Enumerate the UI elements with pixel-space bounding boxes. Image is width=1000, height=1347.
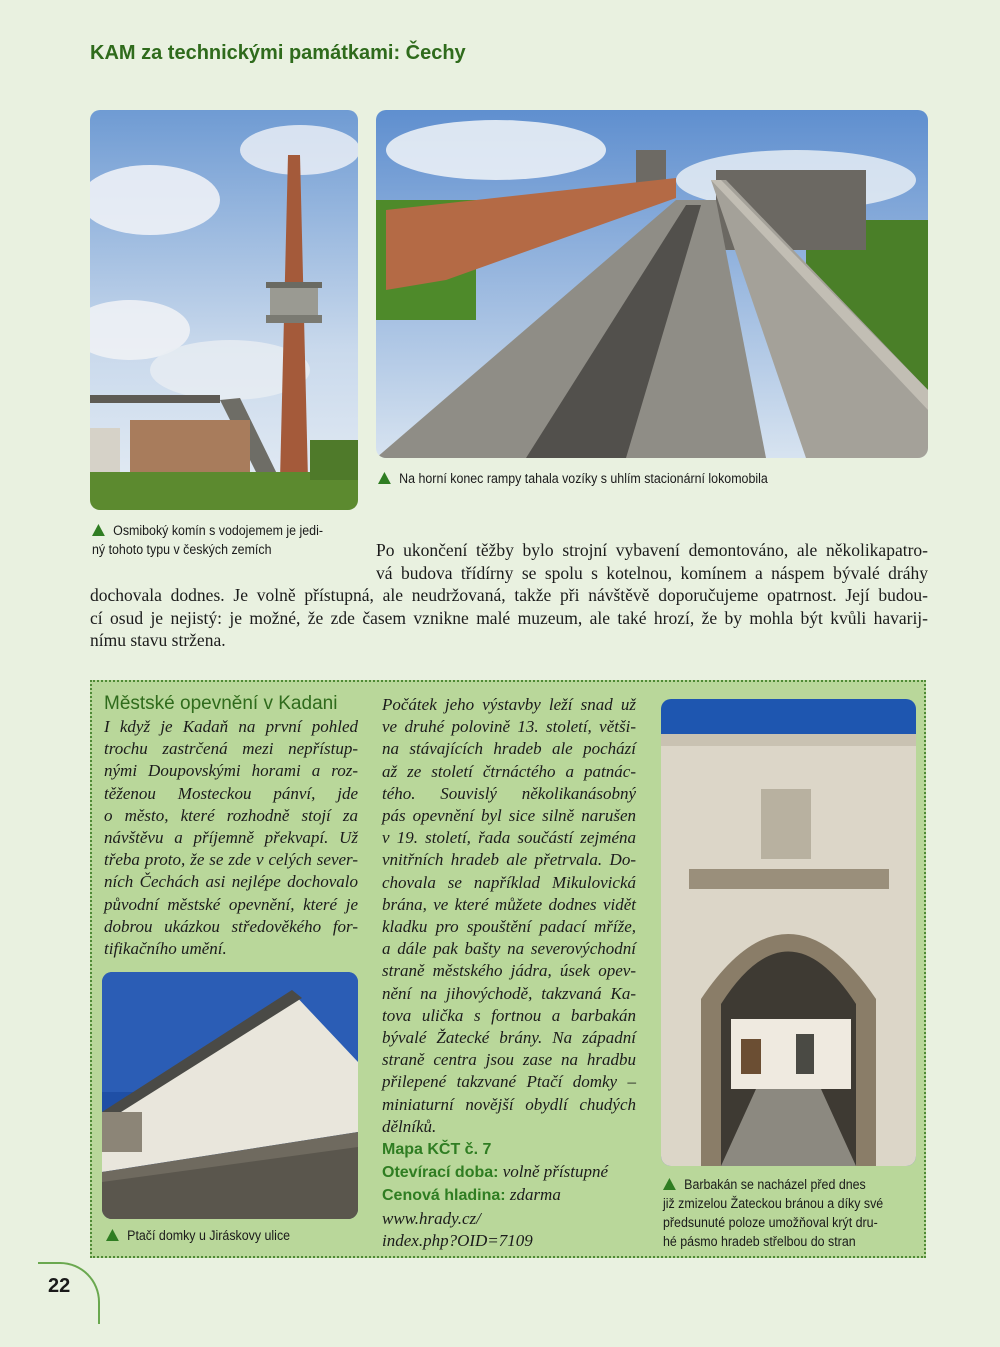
triangle-bullet-icon xyxy=(92,524,105,536)
map-line: Mapa KČT č. 7 xyxy=(382,1141,492,1159)
intro-paragraph-cont: dochovala dodnes. Je volně přístupná, ale neudržovaná, takže při návštěvě doporučujeme opatrnost. Její budou- cí osud je nejistý: je možné, že zde časem vznikne malé muzeum, ale také hrozí, že by mohla být kvůli havarij- nímu stavu stržena. xyxy=(90,585,928,650)
ramp-caption: Na horní konec rampy tahala vozíky s uhlím stacionární lokomobila xyxy=(378,469,930,488)
price-line: Cenová hladina: zdarma xyxy=(382,1185,561,1205)
triangle-bullet-icon xyxy=(378,472,391,484)
chimney-caption: Osmiboký komín s vodojemem je jedi- ný tohoto typu v českých zemích xyxy=(92,523,323,557)
bird-houses-caption: Ptačí domky u Jiráskovy ulice xyxy=(106,1226,364,1245)
barbican-photo xyxy=(661,699,916,1166)
website-link-cont[interactable]: index.php?OID=7109 xyxy=(382,1230,533,1250)
chimney-photo xyxy=(90,110,358,510)
box-column-1: I když je Kadaň na první pohled trochu zastrčená mezi nepřístup- nými Doupovskými horami a roz- těženou Mosteckou pánví, jde o město, které rozhodně stojí za návštěvu a příjemně překvapí. Už třeba proto, že se zde v celých sever- ních Čechách asi nejlépe dochovalo původní městské opevnění, které je dobrou ukázkou středověkého for- tifikačního umění. xyxy=(104,717,358,959)
box-column-2: Počátek jeho výstavby leží snad už ve druhé polovině 13. století, větši- na stávajících hradeb ale pochází až ze století čtrnáctého a patnác- tého. Souvislý několikanásobný pás opevnění byl sice silně narušen v 19. století, řada součástí zejména vnitřních hradeb ale přetrvala. Do- chovala se například Mikulovická brána, ve které můžete dodnes vidět kladku pro spouštění padací mříže, a dále pak bašty na severovýchodní straně městského jádra, úsek opev- nění na jihovýchodě, takzvaná Ka- tova ulička s fortnou a barbakán bývalé Žatecké brány. Na západní straně centra jsou zase na hradbu přilepené takzvané Ptačí domky – miniaturní novější obydlí chudých dělníků. Mapa KČT č. 7 Otevírací doba: volně přístupné Cenová hladina: zdarma www.hrady.cz/ index.php?OID=7109 xyxy=(382,694,636,1252)
barbican-caption: Barbakán se nacházel před dnes již zmizelou Žateckou bránou a díky své předsunuté poloze umožňoval krýt dru- hé pásmo hradeb střelbou do stran xyxy=(663,1177,884,1249)
ramp-photo xyxy=(376,110,928,458)
website-link[interactable]: www.hrady.cz/ xyxy=(382,1208,481,1228)
page-number: 22 xyxy=(48,1275,71,1297)
hours-line: Otevírací doba: volně přístupné xyxy=(382,1162,609,1182)
page-header-title: KAM za technickými památkami: Čechy xyxy=(90,42,466,64)
triangle-bullet-icon xyxy=(106,1229,119,1241)
box-title: Městské opevnění v Kadani xyxy=(104,693,338,714)
bird-houses-photo xyxy=(102,972,358,1219)
intro-paragraph: Po ukončení těžby bylo strojní vybavení demontováno, ale několikapatro- vá budova třídírny se spolu s kotelnou, komínem a náspem bývalé dráhy xyxy=(376,540,928,583)
triangle-bullet-icon xyxy=(663,1178,676,1190)
